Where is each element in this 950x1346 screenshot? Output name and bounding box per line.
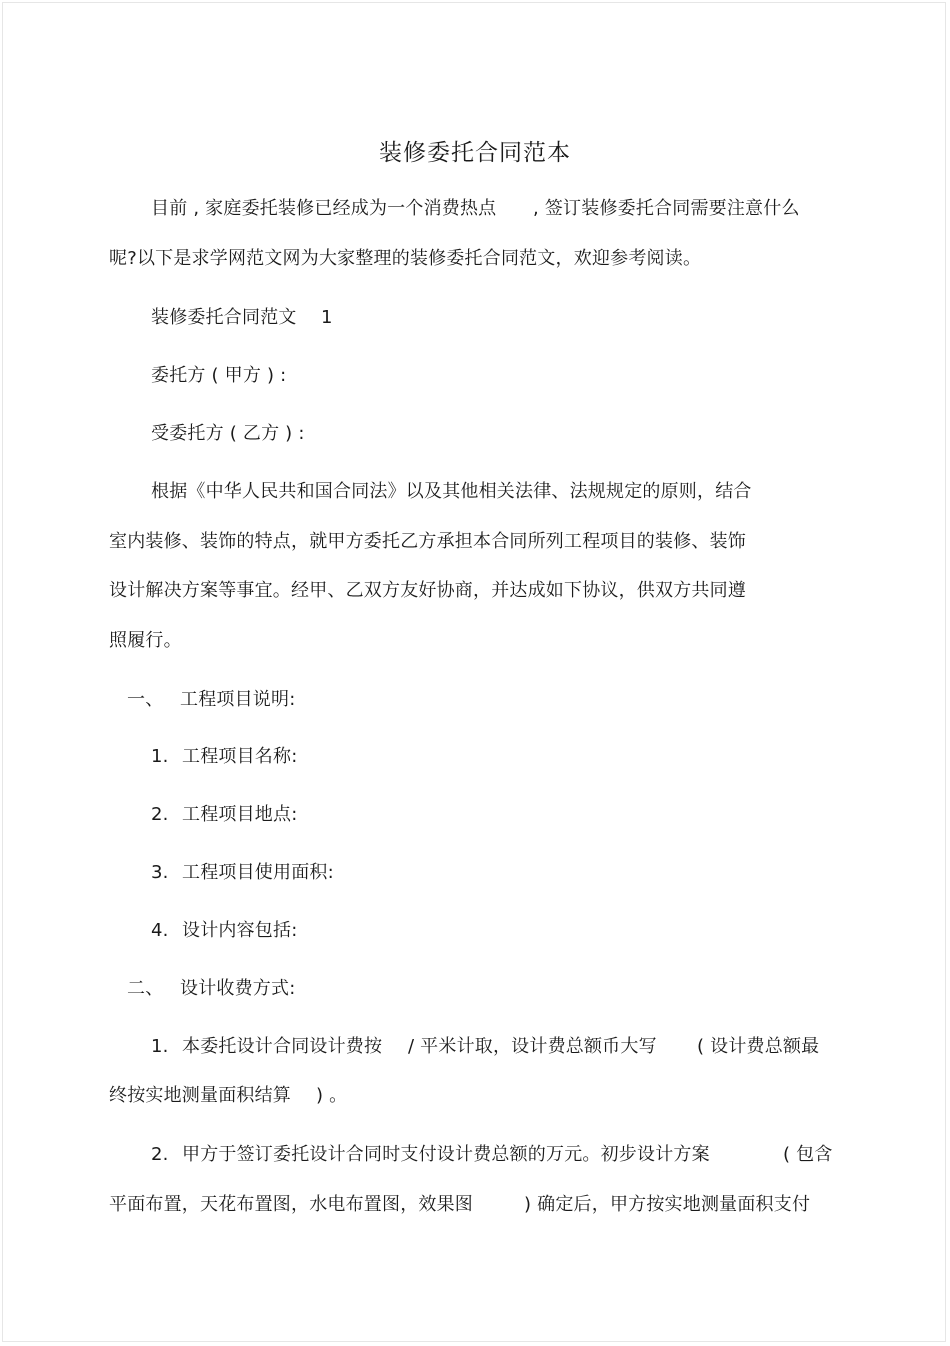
section1-heading: 工程项目说明: <box>180 689 296 710</box>
basis-line-1: 根据《中华人民共和国合同法》以及其他相关法律、法规规定的原则，结合 <box>151 481 752 502</box>
sample-heading: 装修委托合同范文 <box>151 307 297 328</box>
section1-item3-text: 工程项目使用面积: <box>182 862 334 883</box>
section2-item1-d: 终按实地测量面积结算 <box>109 1085 291 1106</box>
party-b-label: 受委托方 ( 乙方 ) : <box>151 423 305 444</box>
section2-item1-a: 本委托设计合同设计费按 <box>182 1036 383 1057</box>
section2-item2-a: 甲方于签订委托设计合同时支付设计费总额的万元。初步设计方案 <box>182 1144 710 1165</box>
section2-item2-num: 2. <box>151 1144 169 1165</box>
document-title: 装修委托合同范本 <box>379 140 571 166</box>
basis-line-2: 室内装修、装饰的特点，就甲方委托乙方承担本合同所列工程项目的装修、装饰 <box>109 531 746 552</box>
section2-item2-b: ( 包含 <box>783 1144 833 1165</box>
section1-item3-num: 3. <box>151 862 169 883</box>
section1-item1-num: 1. <box>151 746 169 767</box>
party-a-label: 委托方 ( 甲方 ) : <box>151 365 287 386</box>
intro-line-2: 呢?以下是求学网范文网为大家整理的装修委托合同范文，欢迎参考阅读。 <box>109 248 702 269</box>
section1-item2-text: 工程项目地点: <box>182 804 298 825</box>
section2-item1-num: 1. <box>151 1036 169 1057</box>
section1-item2-num: 2. <box>151 804 169 825</box>
section2-item2-c: 平面布置，天花布置图，水电布置图，效果图 <box>109 1194 473 1215</box>
section1-numeral: 一、 <box>127 689 164 710</box>
section2-item1-c: ( 设计费总额最 <box>697 1036 820 1057</box>
section2-numeral: 二、 <box>127 978 164 999</box>
section2-item1-b: / 平米计取，设计费总额币大写 <box>408 1036 657 1057</box>
section1-item4-text: 设计内容包括: <box>182 920 298 941</box>
basis-line-4: 照履行。 <box>109 630 182 651</box>
section2-item2-d: ) 确定后，甲方按实地测量面积支付 <box>524 1194 811 1215</box>
document-page <box>2 2 946 1342</box>
basis-line-3: 设计解决方案等事宜。经甲、乙双方友好协商，并达成如下协议，供双方共同遵 <box>109 580 746 601</box>
section2-heading: 设计收费方式: <box>180 978 296 999</box>
intro-line-1a: 目前 , 家庭委托装修已经成为一个消费热点 <box>151 198 497 219</box>
section1-item1-text: 工程项目名称: <box>182 746 298 767</box>
section2-item1-e: ) 。 <box>316 1085 348 1106</box>
intro-line-1b: , 签订装修委托合同需要注意什么 <box>533 198 800 219</box>
section1-item4-num: 4. <box>151 920 169 941</box>
sample-heading-number: 1 <box>321 307 333 328</box>
